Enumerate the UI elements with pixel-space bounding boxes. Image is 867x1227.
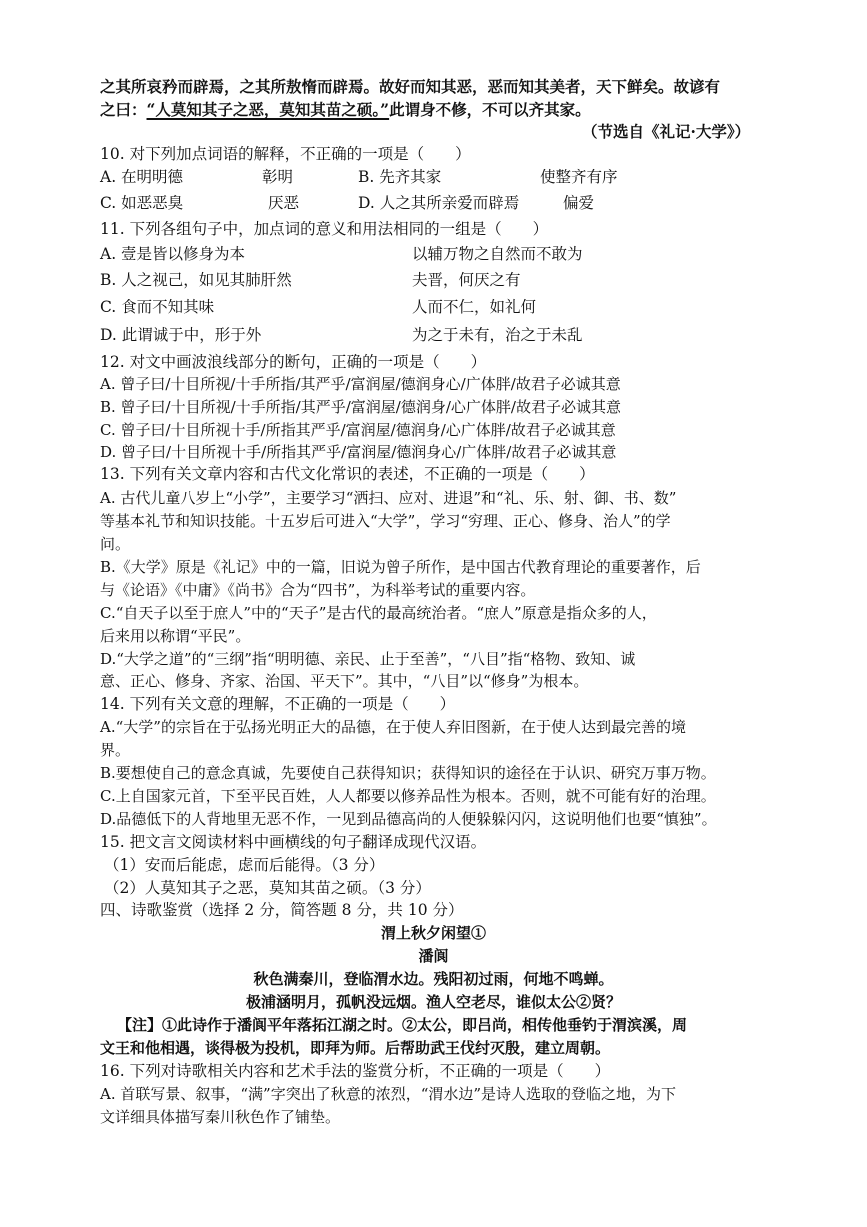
poem-verse: 秋色满秦川，登临渭水边。残阳初过雨，何地不鸣蝉。: [253, 970, 614, 988]
q10-option-b: B. 先齐其家: [358, 168, 442, 186]
poem-author: 潘阆: [418, 947, 449, 965]
q10-option-c: C. 如恶恶臭: [100, 194, 184, 212]
passage-line: 之其所哀矜而辟焉，之其所敖惰而辟焉。故好而知其恶，恶而知其美者，天下鲜矣。故谚有: [100, 77, 721, 96]
q11-option-d-pair: 为之于未有，治之于未乱: [412, 326, 583, 344]
q16-option-a-line: A. 首联写景、叙事，“满”字突出了秋意的浓烈，“渭水边”是诗人选取的登临之地，为下: [100, 1085, 677, 1103]
passage-source: （节选自《礼记·大学》）: [582, 122, 751, 141]
passage-line: [100, 99, 591, 121]
q11-option-b-pair: 夫晋，何厌之有: [412, 271, 521, 289]
q10-option-d-gloss: 偏爱: [563, 194, 595, 212]
q13-option-b-line: B.《大学》原是《礼记》中的一篇，旧说为曾子所作，是中国古代教育理论的重要著作，后: [100, 558, 701, 576]
q14-option-b: B.要想使自己的意念真诚，先要使自己获得知识；获得知识的途径在于认识、研究万事万物。: [100, 764, 716, 782]
q13-option-c-line: C.“自天子以至于庶人”中的“天子”是古代的最高统治者。“庶人”原意是指众多的人，: [100, 604, 657, 622]
section-4-heading: 四、诗歌鉴赏（选择 2 分，简答题 8 分，共 10 分）: [100, 901, 464, 919]
q13-option-a-line: 问。: [100, 535, 131, 553]
q11-option-a-pair: 以辅万物之自然而不敢为: [412, 245, 583, 263]
q10-option-b-gloss: 使整齐有序: [540, 168, 618, 186]
q14-option-c: C.上自国家元首，下至平民百姓，人人都要以修养品性为根本。否则，就不可能有好的治理。: [100, 787, 716, 805]
q10-option-c-gloss: 厌恶: [268, 194, 300, 212]
passage-suffix: 此谓身不修，不可以齐其家。: [389, 100, 591, 119]
q14-option-a-line: A.“大学”的宗旨在于弘扬光明正大的品德，在于使人弃旧图新，在于使人达到最完善的境: [100, 718, 686, 736]
q12-option-a: A. 曾子曰/十目所视/十手所指/其严乎/富润屋/德润身心/广体胖/故君子必诚其意: [100, 375, 621, 393]
q13-option-a-line: A. 古代儿童八岁上“小学”，主要学习“洒扫、应对、进退”和“礼、乐、射、御、书、数”: [100, 489, 677, 507]
passage-prefix: 之曰：: [100, 100, 147, 119]
q13-option-b-line: 与《论语》《中庸》《尚书》合为“四书”，为科举考试的重要内容。: [100, 581, 536, 599]
q11-option-b: B. 人之视己，如见其肺肝然: [100, 271, 292, 289]
q11-option-c-pair: 人而不仁，如礼何: [412, 298, 537, 316]
q13-option-a-line: 等基本礼节和知识技能。十五岁后可进入“大学”，学习“穷理、正心、修身、治人”的学: [100, 512, 671, 530]
q11-option-a: A. 壹是皆以修身为本: [100, 245, 246, 263]
poem-verse: 极浦涵明月，孤帆没远烟。渔人空老尽，谁似太公②贤？: [245, 993, 621, 1011]
q11-option-c: C. 食而不知其味: [100, 298, 215, 316]
question-13-stem: 13. 下列有关文章内容和古代文化常识的表述，不正确的一项是（ ）: [100, 465, 595, 483]
poem-note-line: 文王和他相遇，谈得极为投机，即拜为师。后帮助武王伐纣灭殷，建立周朝。: [100, 1039, 611, 1057]
q12-option-d: D. 曾子曰/十目所视十手/所指其严乎/富润屋/德润身心/广体胖/故君子必诚其意: [100, 443, 617, 461]
q14-option-a-line: 界。: [100, 741, 131, 759]
question-16-stem: 16. 下列对诗歌相关内容和艺术手法的鉴赏分析，不正确的一项是（ ）: [100, 1062, 611, 1080]
question-15-stem: 15. 把文言文阅读材料中画横线的句子翻译成现代汉语。: [100, 833, 487, 851]
question-12-stem: 12. 对文中画波浪线部分的断句，正确的一项是（ ）: [100, 353, 487, 371]
question-14-stem: 14. 下列有关文意的理解，不正确的一项是（ ）: [100, 695, 456, 713]
q14-option-d: D.品德低下的人背地里无恶不作，一见到品德高尚的人便躲躲闪闪，这说明他们也要“慎独”。: [100, 810, 717, 828]
q13-option-d-line: 意、正心、修身、齐家、治国、平天下”。其中，“八目”以“修身”为根本。: [100, 672, 589, 690]
underlined-sentence: “人莫知其子之恶，莫知其苗之硕。”: [146, 100, 390, 119]
q13-option-c-line: 后来用以称谓“平民”。: [100, 627, 251, 645]
question-10-stem: 10. 对下列加点词语的解释，不正确的一项是（ ）: [100, 145, 471, 163]
q15-sentence-2: （2）人莫知其子之恶，莫知其苗之硕。（3 分）: [104, 879, 431, 897]
q10-option-d: D. 人之其所亲爱而辟焉: [358, 194, 520, 212]
q12-option-c: C. 曾子曰/十目所视十手/所指其严乎/富润屋/德润身/心广体胖/故君子必诚其意: [100, 421, 616, 439]
poem-title: 渭上秋夕闲望①: [380, 924, 486, 942]
poem-note-line: 【注】①此诗作于潘阆平年落拓江湖之时。②太公，即吕尚，相传他垂钓于渭滨溪，周: [117, 1016, 688, 1034]
question-11-stem: 11. 下列各组句子中，加点词的意义和用法相同的一组是（ ）: [100, 220, 549, 238]
q11-option-d: D. 此谓诚于中，形于外: [100, 326, 262, 344]
q16-option-a-line: 文详细具体描写秦川秋色作了铺垫。: [100, 1108, 341, 1126]
q10-option-a-gloss: 彰明: [262, 168, 294, 186]
q15-sentence-1: （1）安而后能虑，虑而后能得。（3 分）: [104, 856, 385, 874]
q13-option-d-line: D.“大学之道”的“三纲”指“明明德、亲民、止于至善”，“八目”指“格物、致知、诚: [100, 650, 636, 668]
q10-option-a: A. 在明明德: [100, 168, 184, 186]
q12-option-b: B. 曾子曰/十目所视/十手所指/其严乎/富润屋/德润身/心广体胖/故君子必诚其意: [100, 398, 621, 416]
